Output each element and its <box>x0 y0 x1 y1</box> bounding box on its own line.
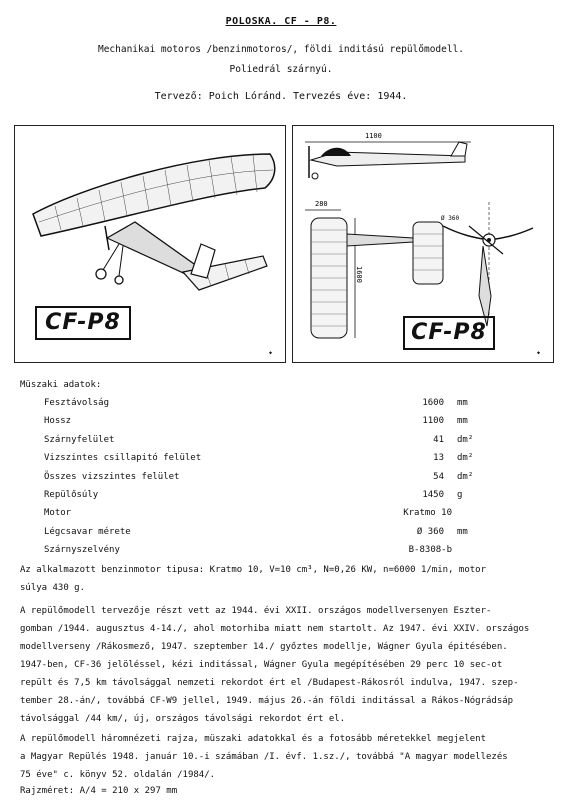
spec-label: Vizszintes csillapitó felület <box>44 453 202 464</box>
page-title: POLOSKA. CF - P8. <box>225 16 337 27</box>
body-line: A repülőmodell háromnézeti rajza, müszaki adatokkal és a fotosább méretekkel megjelent <box>20 734 486 744</box>
spec-value: 1450 <box>422 490 444 500</box>
body-line: tember 28.-án/, továbbá CF-W9 jellel, 1949. május 26.-án földi inditással a Rákos-Nógrádsáp <box>20 696 514 706</box>
subtitle-model-type: Mechanikai motoros /benzinmotoros/, földi inditású repülőmodell. <box>97 44 465 55</box>
subtitle-wing-type: Poliedrál szárnyú. <box>229 64 333 75</box>
body-line: 1947-ben, CF-36 jelöléssel, kézi inditással, Wágner Gyula megépítésében 29 perc 10 sec-ot <box>20 660 503 670</box>
specs-header: Müszaki adatok: <box>20 380 102 390</box>
spec-unit: dm² <box>457 453 474 464</box>
spec-unit: dm² <box>457 471 474 482</box>
body-line: Az alkalmazott benzinmotor tipusa: Kratmo 10, V=10 cm³, N=0,26 KW, n=6000 1/min, motor <box>20 565 486 575</box>
spec-value: 54 <box>433 471 444 482</box>
designer-line: Tervező: Poich Lóránd. Tervezés éve: 1944. <box>154 91 408 102</box>
spec-unit: g <box>457 490 463 500</box>
spec-label: Összes vizszintes felület <box>44 471 180 482</box>
body-line: Rajzméret: A/4 = 210 x 297 mm <box>20 786 178 796</box>
spec-label: Repülősúly <box>44 490 99 500</box>
spec-value: Ø 360 <box>416 526 444 537</box>
spec-unit: dm² <box>457 434 474 445</box>
perspective-figure <box>14 125 286 363</box>
dim-span-text: 1600 <box>355 266 363 283</box>
three-view-figure <box>292 125 554 363</box>
dim-chord-text: 280 <box>315 200 328 208</box>
spec-label: Fesztávolság <box>44 398 110 408</box>
spec-label: Szárnyszelvény <box>44 545 120 556</box>
spec-label: Hossz <box>44 416 72 427</box>
body-line: a Magyar Repülés 1948. január 10.-i számában /I. évf. 1.sz./, továbbá "A magyar modellezés <box>20 752 508 762</box>
figure-mark: ◆ <box>269 350 273 356</box>
spec-value: B-8308-b <box>408 545 452 556</box>
body-line: repült és 7,5 km távolsággal nemzeti rekordot ért el /Budapest-Rákosról indulva, 1947. szep- <box>20 678 519 688</box>
body-line: 75 éve" c. könyv 52. oldalán /1984/. <box>20 770 216 780</box>
spec-value: Kratmo 10 <box>403 508 452 519</box>
spec-label: Légcsavar mérete <box>44 526 131 537</box>
spec-unit: mm <box>457 416 468 427</box>
spec-unit: mm <box>457 526 468 537</box>
model-label-box: CF-P8 <box>35 306 131 340</box>
spec-value: 41 <box>433 434 444 445</box>
body-line: súlya 430 g. <box>20 583 86 593</box>
spec-value: 13 <box>433 453 444 464</box>
body-line: modellverseny /Rákosmező, 1947. szeptember 14./ győztes modellje, Wágner Gyula épitésében. <box>20 642 508 652</box>
body-line: gomban /1944. augusztus 4-14./, ahol motorhiba miatt nem startolt. Az 1947. évi XXIV. országos <box>20 624 530 634</box>
spec-value: 1600 <box>422 398 444 408</box>
spec-label: Szárnyfelület <box>44 434 115 445</box>
figure-mark-right: ◆ <box>537 350 541 356</box>
body-line: A repülőmodell tervezője részt vett az 1944. évi XXII. országos modellversenyen Eszter- <box>20 606 492 616</box>
spec-unit: mm <box>457 398 468 408</box>
spec-value: 1100 <box>422 416 444 427</box>
body-line: távolsággal /44 km/, új, országos távolsági rekordot ért el. <box>20 714 346 724</box>
model-label-box-right: CF-P8 <box>403 316 495 350</box>
dim-prop-text: Ø 360 <box>441 215 460 222</box>
dim-length-text: 1100 <box>365 132 382 140</box>
spec-label: Motor <box>44 508 72 519</box>
